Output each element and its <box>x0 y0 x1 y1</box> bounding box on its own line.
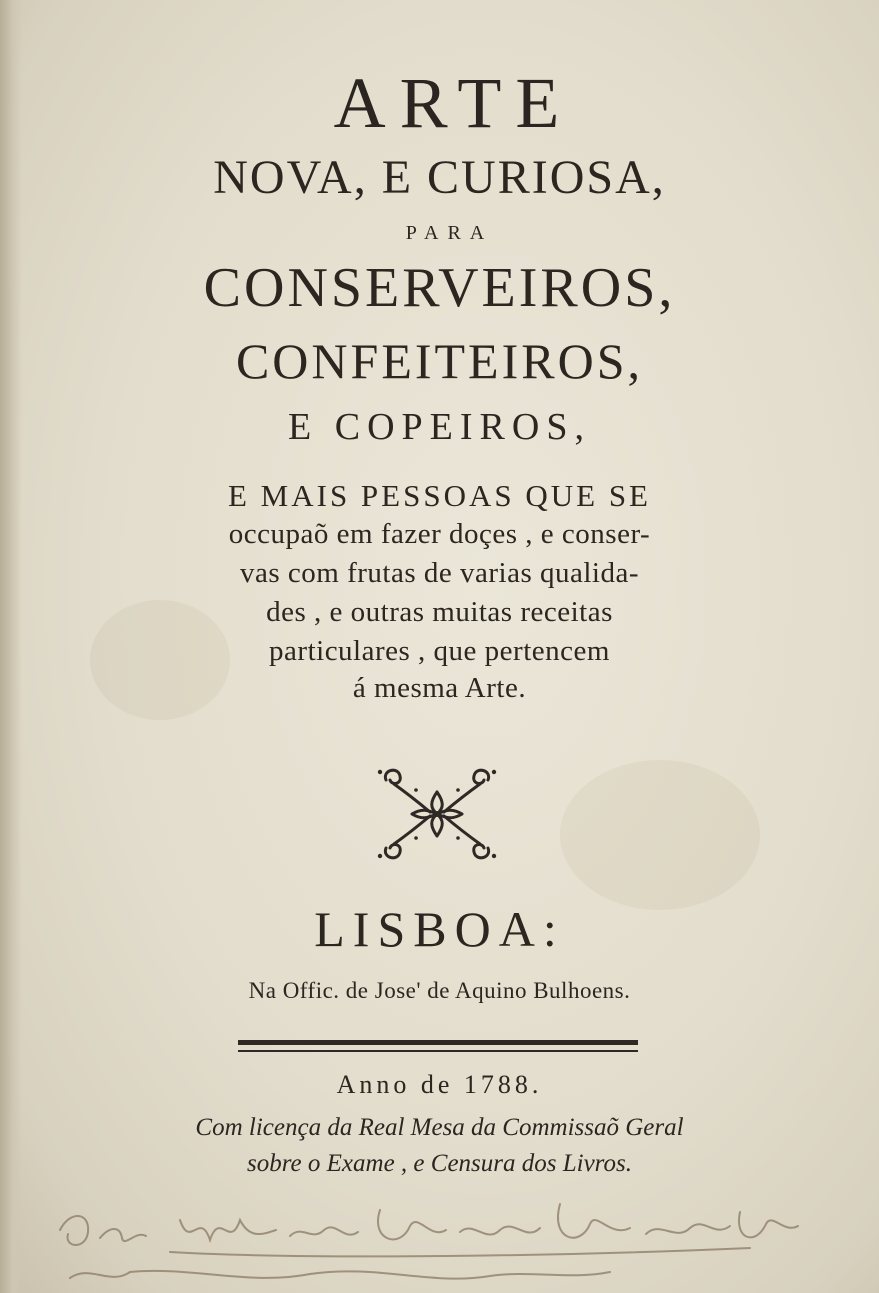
title-line-confeiteiros: CONFEITEIROS, <box>235 333 644 389</box>
description-line: des , e outras muitas receitas <box>266 596 613 628</box>
book-subtitle: NOVA, E CURIOSA, <box>213 151 666 204</box>
printer-line: Na Offic. de Jose' de Aquino Bulhoens. <box>248 978 631 1003</box>
title-line-mais: E MAIS PESSOAS QUE SE <box>227 478 651 513</box>
licence-line: Com licença da Real Mesa da Commissaõ Geral <box>195 1114 684 1141</box>
licence-line: sobre o Exame , e Censura dos Livros. <box>247 1150 632 1177</box>
book-title: ARTE <box>333 63 574 143</box>
double-rule-thin <box>238 1050 638 1052</box>
title-connector: PARA <box>405 222 494 244</box>
description-line: particulares , que pertencem <box>269 635 610 667</box>
paper-stain <box>560 760 760 910</box>
fleuron-ornament-icon <box>372 762 502 866</box>
title-line-conserveiros: CONSERVEIROS, <box>203 257 676 319</box>
handwritten-signature-icon <box>50 1190 810 1293</box>
description-line: á mesma Arte. <box>352 672 527 704</box>
publication-year: Anno de 1788. <box>336 1070 543 1099</box>
imprint-place: LISBOA: <box>314 901 565 957</box>
description-line: occupaõ em fazer doçes , e conser- <box>228 518 651 550</box>
description-line: vas com frutas de varias qualida- <box>240 557 639 589</box>
title-line-copeiros: E COPEIROS, <box>288 406 591 448</box>
double-rule-thick <box>238 1040 638 1045</box>
